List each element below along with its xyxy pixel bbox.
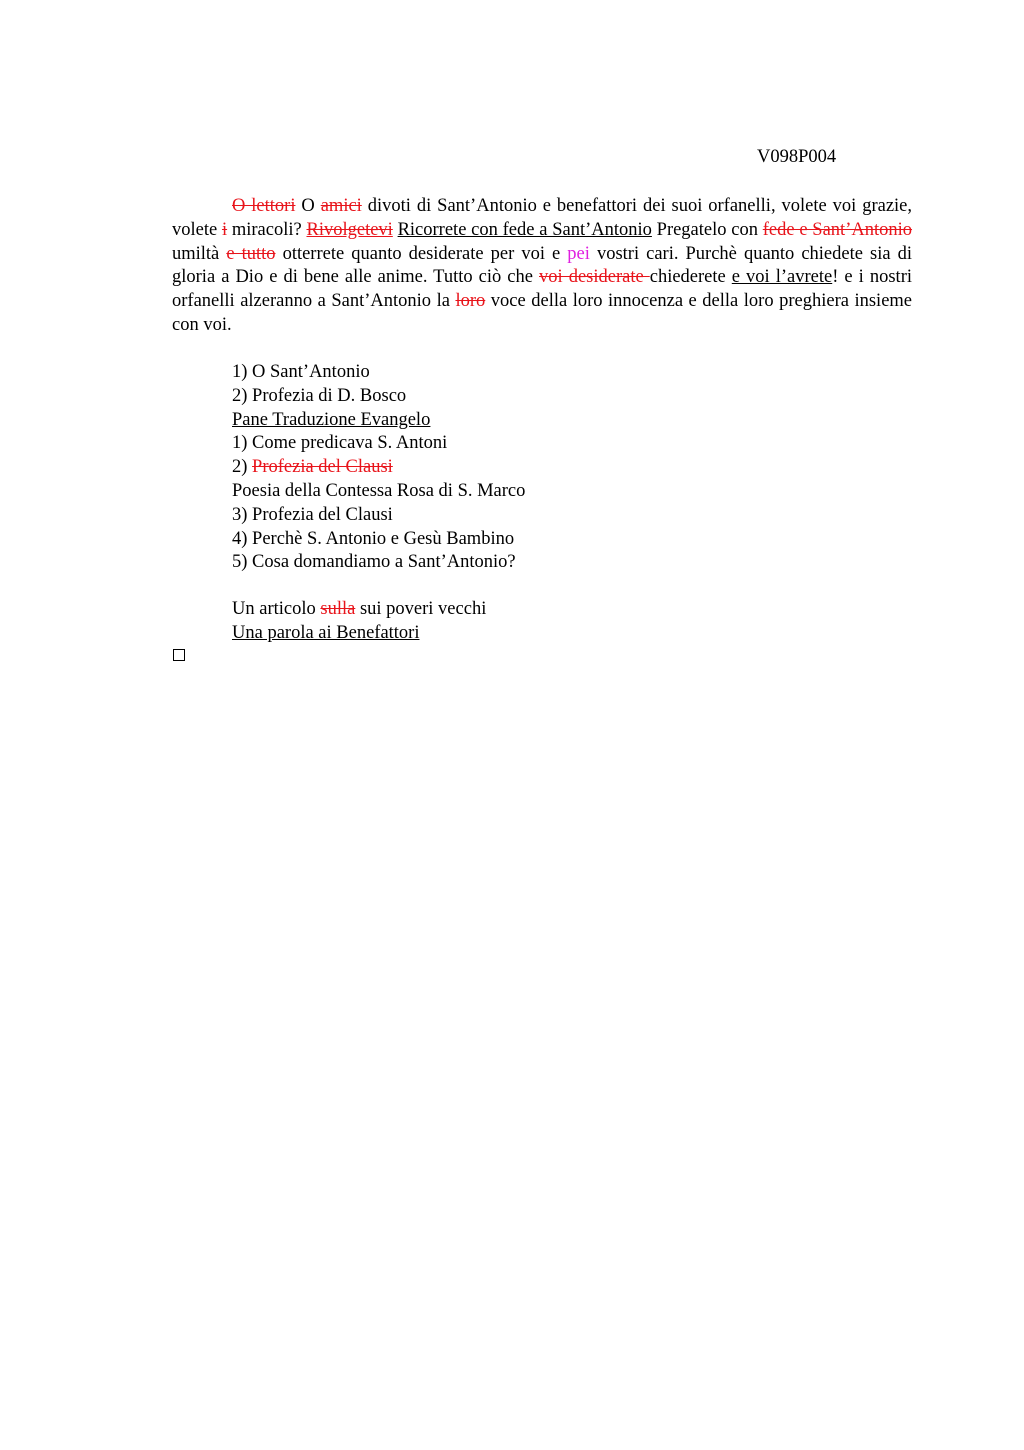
deleted-text: sulla [320, 599, 356, 619]
list-item: 4) Perchè S. Antonio e Gesù Bambino [232, 528, 515, 549]
text: divoti di Sant’Antonio e benefattori dei suoi orfanelli, volete voi grazie, volete [172, 196, 913, 240]
deleted-text: amici [320, 196, 362, 216]
inserted-text: Ricorrete con fede a Sant’Antonio [397, 219, 652, 240]
text: ! e i nostri orfanelli alzeranno a Sant’Antonio la [172, 267, 913, 312]
list-item: 1) Come predicava S. Antoni [232, 433, 448, 454]
checkbox-icon[interactable] [173, 649, 185, 661]
deleted-text: O lettori [232, 196, 296, 216]
list-item: 2) Profezia di D. Bosco [232, 385, 407, 406]
deleted-text: loro [455, 291, 486, 312]
deleted-text: Profezia del Clausi [252, 457, 393, 478]
text: umiltà [172, 243, 227, 264]
text: Pregatelo con [651, 219, 763, 240]
list-item: 2) Profezia del Clausi [232, 457, 393, 478]
articles-list [232, 598, 486, 646]
list-item: Poesia della Contessa Rosa di S. Marco [232, 480, 526, 501]
inserted-text: e voi l’avrete [731, 267, 833, 288]
list-item: Pane Traduzione Evangelo [232, 409, 431, 430]
text: O [295, 196, 321, 216]
list-item: Una parola ai Benefattori [232, 622, 420, 643]
list-item: 5) Cosa domandiamo a Sant’Antonio? [232, 552, 516, 573]
text: chiederete [649, 267, 732, 288]
deleted-text: fede e Sant’Antonio [762, 219, 913, 240]
main-paragraph [172, 195, 912, 338]
text: miracoli? [227, 219, 307, 240]
text: otterrete quanto desiderate per voi e [275, 243, 568, 264]
list-item: 1) O Sant’Antonio [232, 362, 370, 382]
magenta-text: pei [567, 243, 590, 264]
text: vostri cari. Purchè quanto chiedete sia di gloria a Dio e di bene alle anime. Tutto ciò che [172, 243, 912, 288]
contents-list [232, 361, 525, 575]
list-item: 3) Profezia del Clausi [232, 504, 393, 525]
deleted-text: i [221, 219, 228, 240]
list-item: Un articolo sulla sui poveri vecchi [232, 599, 487, 619]
deleted-text: Rivolgetevi [306, 219, 393, 240]
deleted-text: voi desiderate [539, 267, 650, 288]
page-id: V098P004 [757, 147, 837, 167]
deleted-text: e tutto [226, 243, 276, 264]
text: voce della loro innocenza e della loro preghiera insieme con voi. [172, 291, 913, 335]
